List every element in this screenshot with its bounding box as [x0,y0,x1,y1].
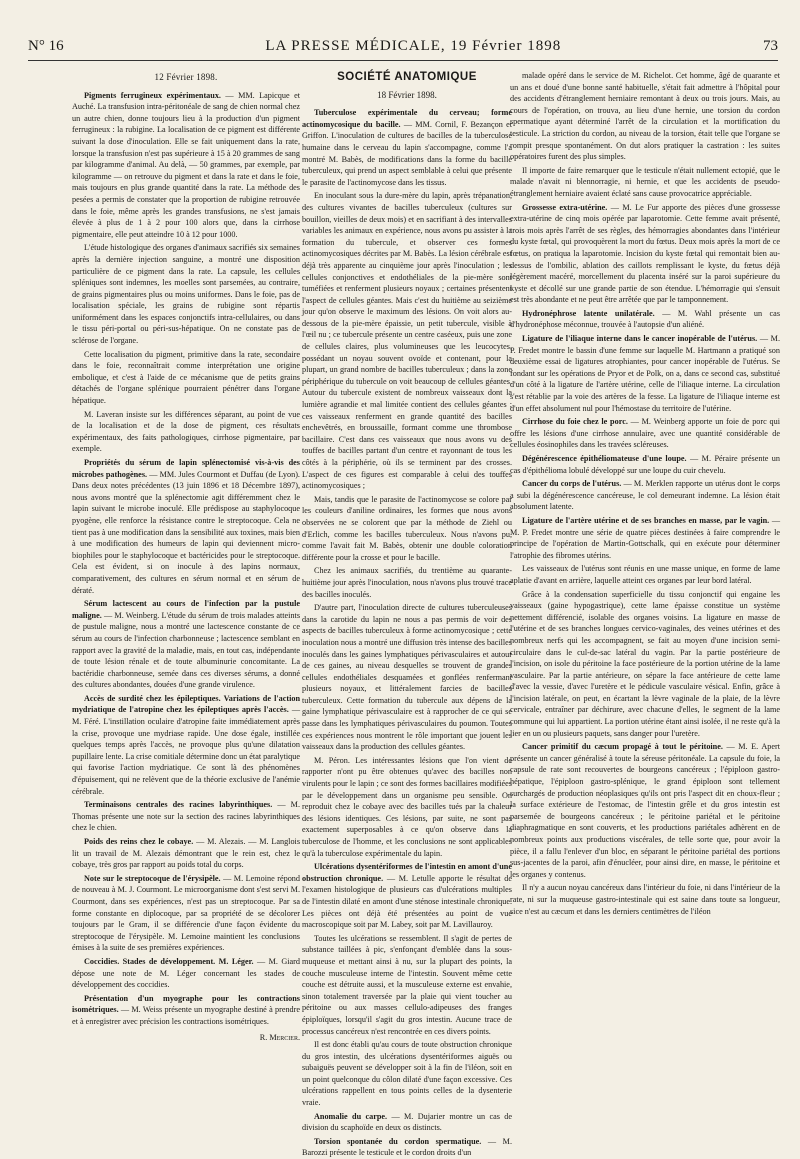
paragraph [302,565,512,600]
paragraph [510,882,780,917]
paragraph-body: — MM. Cornil, F. Bezançon et Griffon. L'inoculation de cultures de bacilles de la tuberculose humaine dans le cerveau du lapin s'accompagne, comme l'a montré M. Babès, de modifications dans la forme du bacille tuberculeux, qui prend un aspect semblable à celui que présente le parasite de l'actinomycose dans les tissus. [302,119,512,187]
paragraph [72,457,300,596]
signature: R. Mercier. [259,1032,300,1042]
paragraph [72,873,300,954]
paragraph-title: Ligature de l'iliaque interne dans le cancer inopérable de l'utérus. [522,334,758,344]
column-2-body [302,107,512,1159]
paragraph [72,598,300,691]
paragraph [302,933,512,1037]
paragraph-title: Accès de surdité chez les épileptiques. Variations de l'action mydriatique de l'atropine chez les épileptiques après l'accès. [72,693,300,715]
issue-number: N° 16 [28,38,64,54]
paragraph-body: — M. Merklen rapporte un utérus dont le corps a subi la dégénérescence cancéreuse, le col demeurant indemne. La lésion était absolument latente. [510,479,780,512]
paragraph [510,70,780,163]
paragraph-body: L'étude histologique des organes d'animaux sacrifiés six semaines après la dernière injection sanguine, a montré une disposition particulière de ce pigment dans la rate. La capsule, les cellules spléniques sont indemnes, les moelles sont parsemées, au contraire, de grains pigmentaires plus ou moins uniformes. Dans le foie, pas de localisation spéciale, les grains de rubigine sont répartis uniformément dans les espaces conjonctifs intra-cellulaires, ou dans le tissu péri-portal ou péri-sus-hépatique. On ne constate pas de sclérose de l'organe. [72,243,300,346]
paragraph [510,741,780,880]
paragraph-title: Cancer primitif du cæcum propagé à tout le péritoine. [522,742,723,752]
paragraph [510,478,780,513]
paragraph [510,416,780,451]
paragraph-title: Sérum lactescent au cours de l'infection par la pustule maligne. [72,599,300,620]
paragraph [510,589,780,740]
paragraph [510,515,780,561]
paragraph [72,409,300,455]
paragraph-title: Terminaisons centrales des racines labyrinthiques. [84,800,273,810]
paragraph-body: Toutes les ulcérations se ressemblent. Il s'agit de pertes de substance taillées à pic, s'enfonçant d'emblée dans la sous-muqueuse et mettant ainsi à nu, sur la plupart des points, la couche musculeuse interne de l'intestin. Souvent même cette couche est détruite aussi, et la musculeuse externe est envahie, sinon totalement traversée par la plaie qui vient toucher au péritoine ou aux masses cellulo-adipeuses des franges épiploïques, lorsqu'il s'agit du gros intestin. Aucune trace de processus cancéreux n'est rencontrée en ces divers points. [302,933,512,1036]
paragraph-body: — M. Barozzi présente le testicule et le cordon droits d'un [302,1136,512,1158]
paragraph-body: D'autre part, l'inoculation directe de cultures tuberculeuses dans la carotide du lapin ne nous a pas permis de voir des aspects de bacilles tuberculeux à forme actinomycosique ; cette inoculation nous a montré une diffusion très intense des bacilles inoculés dans les gaines lymphatiques périvasculaires et autour de ces gaines, au niveau desquelles se trouvent de grandes cellules endothéliales desquamées et gonflées renfermant plusieurs noyaux, et littéralement farcies de bacilles tuberculeux. Cette formation du tubercule aux dépens de la gaine lymphatique périvasculaire est à rapprocher de ce qui se passe dans les lymphatiques périvasculaires du poumon. Toutes ces expériences nous montrent le rôle important que jouent les vaisseaux dans la production des cellules géantes. [302,603,512,752]
paragraph-title: Pigments ferrugineux expérimentaux. [84,90,221,100]
paragraph-body: — M. Dujarier montre un cas de division du scaphoïde en deux os distincts. [302,1111,512,1133]
paragraph-title: Cirrhose du foie chez le porc. [522,417,628,427]
paragraph [72,242,300,346]
column-2 [302,70,512,1158]
journal-title: LA PRESSE MÉDICALE, 19 Février 1898 [265,38,562,54]
paragraph-body: Il n'y a aucun noyau cancéreux dans l'intérieur du foie, ni dans l'intérieur de la rate, ni sur la muqueuse gastro-intestinale qui est saine dans toute sa longueur, sice n'est au cæcum et dans les derniers centimètres de l'iléon [510,883,780,916]
paragraph [510,202,780,306]
paragraph [510,165,780,200]
paragraph [72,993,300,1028]
column-1 [72,70,300,1097]
paragraph-body: — M. Giard dépose une note de M. Léger concernant les stades de développement des coccidies. [72,956,300,990]
paragraph-body: — M. Lemoine répond de nouveau à M. J. Courmont. Le microorganisme dont s'est servi M. Courmont, dans ses expériences, n'est pas un streptocoque. Par sa forme constante en diplocoque, par sa propriété de se décolorer toujours par le Gram, il se différencie d'une façon évidente du streptocoque de l'érysipèle. M. Lemoine maintient les conclusions émises à la suite de ses premières expériences. [72,873,300,953]
paragraph [302,107,512,188]
paragraph-title: Tuberculose expérimentale du cerveau; forme actinomycosique du bacille. [302,108,512,129]
paragraph [302,494,512,564]
paragraph-body: — M. Weiss présente un myographe destiné à prendre et à enregistrer avec précision les contractions isométriques. [72,1005,300,1026]
paragraph-body: M. Péron. Les intéressantes lésions que l'on vient de rapporter n'ont pu être obtenues qu'avec des bacilles non virulents pour le lapin ; ce sont des formes bacillaires modifiées par le développement dans un organisme peu sensible. On reproduit chez le cobaye avec des bacilles tués par la chaleur des lésions identiques. Ces lésions, par suite, ne sont pas exactement superposables à ce qu'on observe dans la tuberculose de l'homme, et les conclusions ne sont applicables qu'à la tuberculose expérimentale du lapin. [302,755,512,858]
paragraph-body: — M. Letulle apporte le résultat de l'examen histologique de plusieurs cas d'ulcérations multiples de l'intestin dilaté en amont d'une sténose intestinale chronique. Les pièces ont déjà été présentées au point de vue macroscopique soit par M. Labey, soit par M. Lavillauroy. [302,873,512,930]
paragraph-title: Ulcérations dysentériformes de l'intestin en amont d'une obstruction chronique. [302,862,512,883]
paragraph-body: Chez les animaux sacrifiés, du trentième au quarante-huitième jour après l'inoculation, nous n'avons plus trouvé trace des bacilles inoculés. [302,566,512,599]
paragraph [302,755,512,859]
paragraph [510,333,780,414]
paragraph-body: — M. E. Apert présente un cancer généralisé à toute la séreuse péritonéale. La capsule du foie, la capsule de rate sont recouvertes de bourgeons cancéreux ; l'épiploon gastro-hépatique, l'épiploon gastro-splénique, le grand épiploon sont tellement surchargés de production néoplasiques qu'ils ont pris l'aspect dit en choux-fleur ; la surface extérieure de l'estomac, de l'intestin grêle et du gros intestin est parsemée de bourgeons cancéreux ; le péritoine pariétal et le péritoine diaphragmatique en sont couverts, et les productions pariétales adhèrent en de nombreux points aux productions viscérales, de telle sorte que, pour avoir la pièce, il a fallu l'enlever d'un bloc, en séparant le péritoine pariétal des portions sus-jacentes de la paroi, afin d'énucléer, pour ainsi dire, en masse, le péritoine et les organes y contenus. [510,742,780,879]
paragraph [72,90,300,241]
paragraph-title: Hydronéphrose latente unilatérale. [522,308,655,318]
paragraph-body: Grâce à la condensation superficielle du tissu conjonctif qui engaine les vaisseaux (gaine hypogastrique), cette lame épaisse constitue un système nettement différencié, isolable des organes voisins. La ligature en masse de l'utérine et de ses branches longues cervico-vaginales, des veines utérines et des nombreux nerfs qui les accompagnent, se fait au moyen d'une incision semi-circulaire dans le cul-de-sac latéral du vagin. Par la partie postérieure de l'incision, on isole du péritoine la face postérieure de la portion utérine de la lame vasculaire. Par la partie antérieure, on sépare la face antérieure de cette lame d'avec la vessie, d'avec l'uretère et le pédicule vasculaire vésical. Enfin, grâce à l'incision latérale, on peut, en écartant la lèvre vaginale de la plaie, de la lèvre cervicale, entraîner par déchirure, avec chacune d'elles, le segment de la lame commune qui lui appartient. La portion utérine étant ainsi isolée, il ne reste qu'à la lier en un ou plusieurs paquets, sans danger pour l'uretère. [510,589,780,738]
paragraph-body: Il est donc établi qu'au cours de toute obstruction chronique du gros intestin, des ulcérations dysentériformes aiguës ou subaiguës peuvent se développer soit à la fin de l'iléon, soit en un point quelconque du côlon dilaté d'une façon excessive. Ces ulcérations rappellent en tous points celles de la dysenterie vraie. [302,1040,512,1108]
paragraph-body: — M. Péraire présente un cas d'épithélioma lobulé développé sur une loupe du cuir chevelu. [510,454,780,475]
paragraph-body: — MM. Jules Courmont et Duffau (de Lyon). Dans deux notes précédentes (13 juin 1896 et 18 Décembre 1897), nous avons montré que la splénectomie agit différemment chez le lapin suivant le microbe inoculé. Elle prédispose au staphylocoque pyogène, elle renforce la résistance contre le streptocoque. Cela ne tient pas à une modification dans la sensibilité aux toxines, mais bien à une modification des humeurs de lapin qui deviennent micro-biophiles pour le staphylocoque et bactéricides pour le streptocoque. Cela est évident, si on inocule à des lapins normaux, comparativement, des cultures en sérum normal et en sérum de dératé. [72,469,300,595]
paragraph [302,1136,512,1159]
paragraph [72,836,300,871]
paragraph-body: — M. Weinberg. L'étude du sérum de trois malades atteints de pustule maligne, nous a montré une lactescence constante de ce sérum au cours de l'infection charbonneuse ; lactescence semblant en rapport avec la gravité de la maladie, mais, en tout cas, indépendante de toute lésion rénale et de toute albuminurie concomitante. La bactéridie charbonneuse, semée dans ces diverses sérums, a donné des cultures abondantes, douées d'une grande virulence. [72,610,300,690]
paragraph [510,453,780,476]
paragraph [302,1111,512,1134]
paragraph-body: — M. P. Fredet montre le bassin d'une femme sur laquelle M. Hartmann a pratiqué son deuxième essai de ligatures atrophiantes, pour cancer inopérable de l'utérus. Se fondant sur les opérations de Pryor et de Polk, on a, dans ce second cas, substitué d'un côté à la ligature de l'artère utérine, celle de l'iliaque interne. La circulation s'est rétablie par la voie des artères de la fesse. La ligature de l'iliaque interne est d'un effet absolument nul pour l'hémostase du territoire de l'utérine. [510,334,780,413]
paragraph-title: Coccidies. Stades de développement. M. Léger. [84,956,254,966]
paragraph-body: malade opéré dans le service de M. Richelot. Cet homme, âgé de quarante et un ans et doué d'une bonne santé habituelle, s'était fait admettre à l'hôpital pour des accidents d'étranglement herniaire remontant à deux ou trois jours. Mais, au cours de l'opération, on trouva, au lieu d'une hernie, une torsion du cordon spermatique ayant déterminé l'arrêt de la circulation et la mortification du testicule. La striction du cordon, au niveau de la torsion, était telle que l'organe se rompit presque spontanément. On dut alors pratiquer la castration : les suites opératoires furent des plus simples. [510,71,780,162]
paragraph [72,693,300,797]
paragraph [302,190,512,491]
header-rule [28,60,778,61]
paragraph-body: — M. Féré. L'instillation oculaire d'atropine faite immédiatement après la crise, provoque une mydriase rapide. Une dose égale, instillée quelques temps après l'accès, ne provoque plus qu'une dilatation pupillaire lente. La crise comitiale détermine donc un état paralytique qui favorise l'action mydriatique. Ce sont là des phénomènes d'épuisement, qui ne relèvent que de la théorie exclusive de l'anémie cérébrale. [72,705,301,796]
paragraph-title: Présentation d'un myographe pour les contractions isométriques. [72,993,300,1015]
paragraph-body: — M. Thomas présente une note sur la section des racines labyrinthiques chez le chien. [72,800,300,833]
paragraph-title: Propriétés du sérum de lapin splénectomisé vis-à-vis des microbes pathogènes. [72,458,300,479]
column-3-body [510,70,780,917]
paragraph-body: — M. Weinberg apporte un foie de porc qui offre les lésions d'une cirrhose annulaire, avec une quantité considérable de cellules éosinophiles dans les travées scléreuses. [510,417,781,450]
paragraph-title: Torsion spontanée du cordon spermatique. [314,1136,482,1146]
page-number: 73 [763,38,778,54]
paragraph [72,799,300,834]
paragraph-body: — M. Wahl présente un cas d'hydronéphose méconnue, trouvée à l'autopsie d'un aliéné. [510,308,781,330]
paragraph-title: Anomalie du carpe. [314,1111,388,1121]
column-3 [510,70,780,1097]
paragraph [72,956,300,991]
society-date: 18 Février 1898. [377,89,437,100]
paragraph-title: Dégénérescence épithéliomateuse d'une loupe. [522,454,687,463]
column-1-body [72,90,300,1028]
paragraph [510,563,780,586]
paragraph-title: Grossesse extra-utérine. [522,202,608,212]
page-header [28,38,778,58]
paragraph-body: Cette localisation du pigment, primitive dans la rate, secondaire dans le foie, reconnaîtrait comme interprétation une origine embolique, et c'est à l'aide de ce mécanisme que de petits grains détachés de l'organe splénique pourraient pénétrer dans l'organe hépatique. [72,349,300,406]
paragraph [510,308,780,331]
paragraph-body: — M. Alezais. — M. Langlois lit un travail de M. Alezais démontrant que le rein est, chez le cobaye, très gros par rapport au poids total du corps. [72,837,301,870]
paragraph-body: Mais, tandis que le parasite de l'actinomycose se colore par les couleurs d'aniline ordinaires, les formes que nous avons observées ne se colorent que par la méthode de Ziehl ou d'Erlich, comme les bacilles tuberculeux. Nous n'avons pu, comme l'avait fait M. Babès, obtenir une double coloration différente pour la crosse et pour le bacille. [302,494,512,562]
paragraph-body: Les vaisseaux de l'utérus sont réunis en une masse unique, en forme de lame aplatie d'avant en arrière, laquelle atteint ces organes par leur bord latéral. [510,564,780,585]
paragraph-body: En inoculant sous la dure-mère du lapin, après trépanation, des cultures vivantes de bacilles tuberculeux (cultures sur bouillon, vieilles de deux mois) et en sacrifiant à des intervalles variables les animaux en expérience, nous avons pu assister à la formation du tubercule, et observer ces formes actinomycosiques décrites par M. Babès. La lésion cérébrale est déjà très apparente au cinquième jour après l'inoculation ; les cellules conjonctives et endothéliales de la pie-mère sont tuméfiées et renferment plusieurs noyaux ; certaines présentent l'aspect de cellules géantes. Mais c'est du huitième au seizième jour qu'on observe le maximum des lésions. On voit alors au-dessous de la pie-mère épaissie, un petit tubercule, visible à l'œil nu ; ce tubercule présente un centre caséeux, puis une zone de cellules claires, plus volumineuses que les leucocytes, possédant un noyau souvent ovoïde et contenant, pour la plupart, un grand nombre de bacilles tuberculeux ; dans la zone périphérique du tubercule on voit beaucoup de cellules géantes. Autour du tubercule existent de nombreux vaisseaux dont la lumière agrandie et mal limitée contient des cellules géantes ; ces vaisseaux renferment en grande quantité des bacilles enchevêtrés, en broussaille, formant comme une thrombose bacillaire. C'est dans ces vaisseaux que nous avons vu des touffes de bacilles partant d'un centre et rayonnant de tous les côtés à la périphérie, où ils se terminent par des crosses. L'aspect de ces figures est comparable à celui des touffes actinomycosiques ; [302,191,512,491]
paragraph-title: Note sur le streptocoque de l'érysipèle. [84,873,221,883]
paragraph-body: M. Laveran insiste sur les différences séparant, au point de vue de la localisation et de la dose de pigment, ces résultats expérimentaux, des faits pathologiques, cirrhose pigmentaire, par exemple. [72,409,300,454]
paragraph [72,349,300,407]
paragraph-body: — M. P. Fredet montre une série de quatre pièces destinées à faire comprendre le principe de l'opération de Martin-Gottschalk, qui en exécute pour déterminer l'atrophie des fibromes utérins. [510,515,781,560]
paragraph-body: — MM. Lapicque et Auché. La transfusion intra-péritonéale de sang de chien normal chez un autre chien, donne toujours lieu à la production d'un pigment ferrugineux : la rubigine. La localisation de ce pigment est différente suivant la dose d'inoculation. Elle se fait uniquement dans la rate, lorsque la transfusion n'est pas supérieure à 15 à 20 grammes de sang par kilogramme d'animal. Au delà, — 50 grammes, par exemple, par kilogramme — on retrouve du pigment et dans la rate et dans le foie, mais toujours en plus grande quantité dans la rate. La méthode des pesées a permis de constater que la proportion de rubigine retrouvée dans le foie, même après les grandes transfusions, ne s'est jamais élevée à plus de 1 à 2 pour 100 alors que, dans la cirrhose pigmentaire, elle peut atteindre 10 à 12 pour 1000. [72,90,300,239]
society-title: SOCIÉTÉ ANATOMIQUE [337,71,477,83]
paragraph [302,602,512,753]
section-date: 12 Février 1898. [154,72,218,82]
paragraph [302,861,512,931]
paragraph-body: Il importe de faire remarquer que le testicule n'était nullement ectopié, que le malade n'avait ni blennorragie, ni hernie, et que les accidents de pseudo-étranglement herniaire avaient éclaté sans cause provocatrice appréciable. [510,165,780,198]
paragraph-title: Poids des reins chez le cobaye. [84,837,194,846]
paragraph [302,1039,512,1109]
paragraph-title: Ligature de l'artère utérine et de ses branches en masse, par le vagin. [522,515,770,525]
paragraph-body: — M. Le Fur apporte des pièces d'une grossesse extra-utérine de cinq mois opérée par laparotomie. Cette femme avait présenté, trois mois après l'arrêt de ses règles, des hémorragies abondantes dans l'intérieur du kyste fœtal, qui provoquèrent la mort du fœtus. Deux mois après la mort de ce fœtus, on pratiqua la laparotomie. Incision du kyste fœtal qui remontait bien au-dessus de l'ombilic, ablation des caillots remplissant le kyste, du fœtus déjà légèrement macéré, morcellement du placenta inséré sur la paroi supérieure du kyste et décollé sur une grande partie de son étendue. L'hémorragie qui s'ensuit est très abondante et ne peut être arrêtée que par le tamponnement. [510,202,780,305]
paragraph-title: Cancer du corps de l'utérus. [522,479,622,489]
